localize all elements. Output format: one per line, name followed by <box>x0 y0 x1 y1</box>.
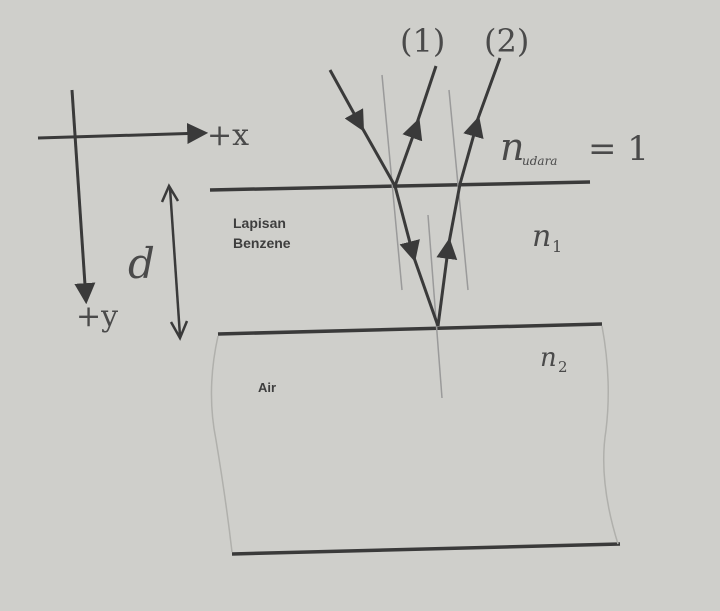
light-rays <box>330 58 500 326</box>
emerging-ray-2-segment <box>476 58 500 124</box>
x-axis-arrow <box>38 133 204 138</box>
thickness-arrow <box>170 188 180 336</box>
incident-ray <box>330 70 362 128</box>
top-interface <box>210 182 590 190</box>
layer-name-line2: Benzene <box>233 235 291 251</box>
reflected-ray-up-inside <box>438 242 449 326</box>
reflected-ray-up-inside-segment <box>448 184 460 248</box>
normal-lines <box>382 75 468 398</box>
air-medium-label <box>500 125 649 169</box>
x-axis-label: +x <box>207 118 250 153</box>
thickness-label: d <box>128 239 155 288</box>
n-air-subscript: udara <box>522 154 558 168</box>
n-air-value: = 1 <box>588 129 649 169</box>
thickness-indicator <box>128 186 187 338</box>
n-air-symbol: n <box>500 125 525 169</box>
layer-name-line1: Lapisan <box>233 215 286 231</box>
reflected-ray-1-segment <box>416 66 436 126</box>
coordinate-axes <box>38 90 249 334</box>
y-axis-arrow <box>72 90 86 300</box>
reflected-ray-1 <box>395 122 418 186</box>
ray-label-2: (2) <box>484 22 530 60</box>
n2-symbol: n <box>540 343 557 373</box>
n1-symbol: n <box>532 219 552 254</box>
bottom-interface <box>218 324 602 334</box>
y-axis-label: +y <box>76 299 119 334</box>
water-left-edge <box>211 336 232 552</box>
n2-subscript: 2 <box>558 358 568 376</box>
ray-label-1: (1) <box>400 22 446 60</box>
water-right-edge <box>602 326 618 544</box>
water-medium-label <box>258 343 568 395</box>
n1-subscript: 1 <box>552 237 563 256</box>
water-name: Air <box>258 380 277 395</box>
emerging-ray-2 <box>460 120 478 184</box>
water-bottom-boundary <box>232 544 620 554</box>
